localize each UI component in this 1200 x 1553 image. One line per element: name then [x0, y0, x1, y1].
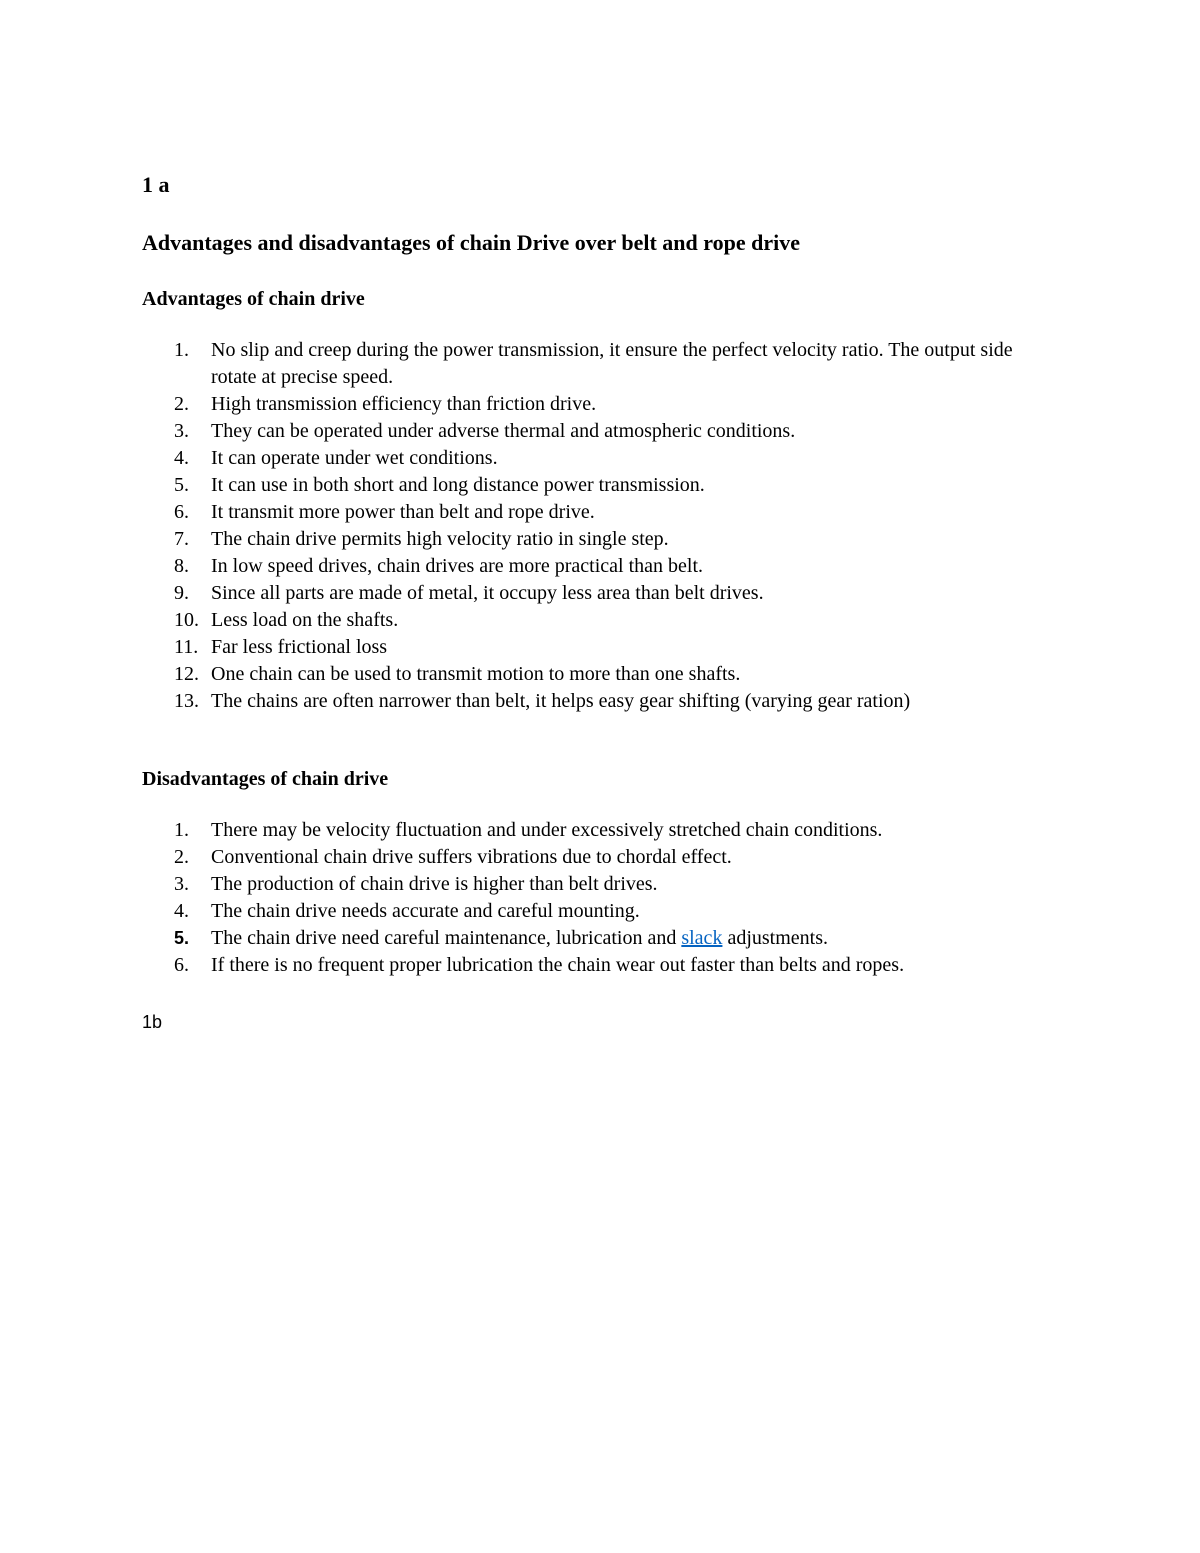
list-item: [142, 607, 1062, 634]
list-item-text-after: adjustments.: [722, 927, 828, 949]
list-item-number: 13.: [174, 690, 199, 712]
list-item: [142, 844, 1062, 871]
list-item-number: 9.: [174, 582, 189, 604]
list-item-number: 1.: [174, 339, 189, 361]
disadvantages-heading: Disadvantages of chain drive: [142, 768, 389, 790]
list-item-text: The chain drive permits high velocity ratio in single step.: [211, 528, 669, 550]
list-item-text-before: The chain drive need careful maintenance, lubrication and: [211, 927, 682, 949]
list-item: [142, 952, 1062, 979]
list-item-number: 3.: [174, 420, 189, 442]
list-item-text: No slip and creep during the power transmission, it ensure the perfect velocity ratio. The output side rotate at precise speed.: [211, 339, 1013, 388]
list-item-text: In low speed drives, chain drives are more practical than belt.: [211, 555, 704, 577]
list-item-number: 6.: [174, 501, 189, 523]
list-item: [142, 925, 1062, 952]
list-item-number: 5.: [174, 928, 190, 948]
list-item-number: 2.: [174, 846, 189, 868]
list-item-text: It can use in both short and long distance power transmission.: [211, 474, 705, 496]
disadvantages-list: [142, 817, 1062, 979]
list-item-number: 3.: [174, 873, 189, 895]
list-item-number: 5.: [174, 474, 189, 496]
list-item-text: They can be operated under adverse thermal and atmospheric conditions.: [211, 420, 796, 442]
list-item: [142, 445, 1062, 472]
list-item-text: High transmission efficiency than friction drive.: [211, 393, 597, 415]
list-item-text: The production of chain drive is higher than belt drives.: [211, 873, 658, 895]
list-item: [142, 391, 1062, 418]
list-item: [142, 871, 1062, 898]
list-item-text: The chains are often narrower than belt, it helps easy gear shifting (varying gear ration): [211, 690, 911, 712]
list-item: [142, 817, 1062, 844]
list-item-number: 1.: [174, 819, 189, 841]
list-item-text: One chain can be used to transmit motion to more than one shafts.: [211, 663, 741, 685]
footer-section-label: 1b: [142, 1012, 163, 1032]
list-item: [142, 580, 1062, 607]
list-item-text: If there is no frequent proper lubrication the chain wear out faster than belts and ropes.: [211, 954, 905, 976]
list-item-number: 11.: [174, 636, 199, 658]
page-title: Advantages and disadvantages of chain Drive over belt and rope drive: [142, 230, 801, 255]
advantages-list: [142, 337, 1062, 715]
list-item: [142, 337, 1062, 391]
advantages-heading: Advantages of chain drive: [142, 288, 365, 310]
document-content: [142, 170, 1062, 1035]
slack-link[interactable]: slack: [681, 927, 723, 949]
list-item-number: 4.: [174, 447, 189, 469]
list-item: [142, 688, 1062, 715]
list-item: [142, 526, 1062, 553]
list-item-text: It can operate under wet conditions.: [211, 447, 498, 469]
list-item-text: There may be velocity fluctuation and under excessively stretched chain conditions.: [211, 819, 883, 841]
list-item-number: 2.: [174, 393, 189, 415]
list-item-number: 10.: [174, 609, 199, 631]
list-item: [142, 634, 1062, 661]
list-item-text: It transmit more power than belt and rope drive.: [211, 501, 595, 523]
list-item-number: 7.: [174, 528, 189, 550]
list-item-text: Conventional chain drive suffers vibrations due to chordal effect.: [211, 846, 732, 868]
list-item-text: Less load on the shafts.: [211, 609, 399, 631]
list-item: [142, 472, 1062, 499]
list-item: [142, 661, 1062, 688]
list-item: [142, 499, 1062, 526]
list-item-number: 4.: [174, 900, 189, 922]
list-item-number: 12.: [174, 663, 199, 685]
list-item-text: The chain drive needs accurate and careful mounting.: [211, 900, 640, 922]
list-item-text: Far less frictional loss: [211, 636, 388, 658]
section-label: 1 a: [142, 172, 170, 197]
list-item: [142, 553, 1062, 580]
list-item-number: 8.: [174, 555, 189, 577]
list-item-number: 6.: [174, 954, 189, 976]
list-item: [142, 418, 1062, 445]
list-item: [142, 898, 1062, 925]
list-item-text: Since all parts are made of metal, it occupy less area than belt drives.: [211, 582, 764, 604]
